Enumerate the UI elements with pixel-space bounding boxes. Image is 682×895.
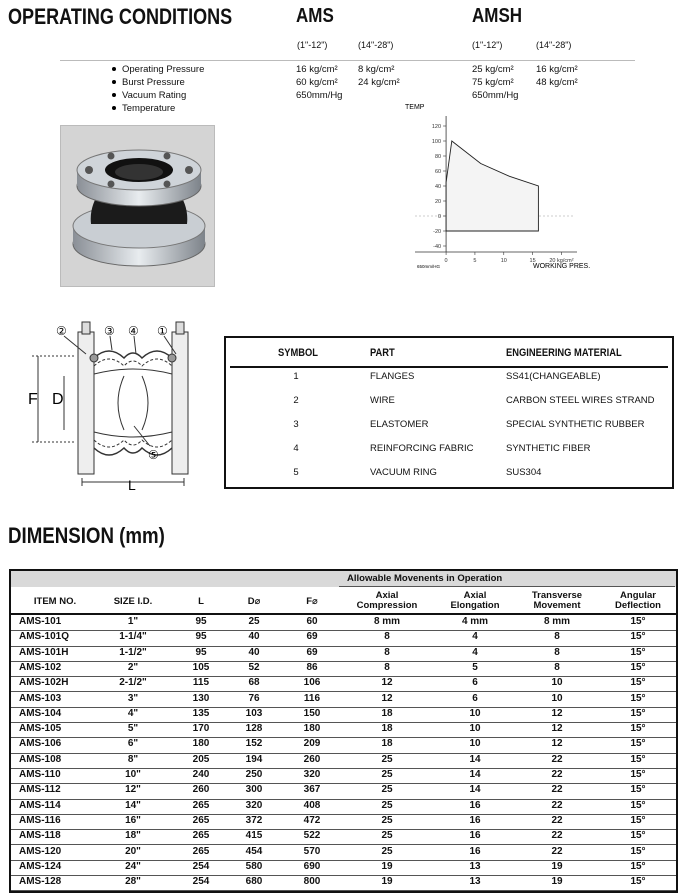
cond-label-burst: Burst Pressure: [112, 77, 185, 88]
cell-size: 5": [127, 723, 139, 735]
cell-size: 12": [125, 784, 141, 796]
cell-axial-compression: 18: [381, 723, 393, 735]
parts-cell-part: ELASTOMER: [370, 419, 429, 430]
parts-cell-symbol: 3: [293, 419, 299, 430]
cell-transverse: 8: [554, 631, 560, 643]
cell-size: 1-1/2": [119, 646, 147, 658]
callout-2: ②: [56, 324, 67, 338]
cell-d: 25: [248, 616, 260, 627]
header-angular: Angular Deflection: [615, 590, 661, 611]
cell-size: 6": [127, 738, 139, 750]
chart-x-tick-label: 10: [500, 258, 507, 264]
chart-x-tick-label: 20 kg/cm²: [549, 258, 574, 264]
cond-label-operating: Operating Pressure: [112, 64, 204, 75]
cell-axial-elongation: 14: [469, 753, 481, 765]
chart-y-tick-label: 0: [438, 214, 442, 220]
cell-axial-compression: 19: [381, 876, 393, 888]
cell-item: AMS-128: [19, 876, 62, 888]
table-row: [11, 753, 676, 769]
cell-l: 260: [192, 784, 210, 796]
cell-d: 194: [245, 753, 263, 765]
cell-f: 472: [303, 814, 321, 826]
cell-axial-compression: 18: [381, 707, 393, 719]
cell-transverse: 22: [551, 830, 563, 842]
cell-angular: 15°: [630, 830, 646, 842]
cell-f: 800: [303, 876, 321, 888]
cell-item: AMS-120: [19, 845, 62, 857]
parts-header-symbol: SYMBOL: [278, 347, 319, 359]
table-row: [11, 692, 676, 708]
cell-item: AMS-116: [19, 814, 61, 826]
cell-item: AMS-101H: [19, 646, 69, 658]
table-row: [11, 707, 676, 723]
cell-d: 40: [248, 631, 260, 643]
cell-axial-elongation: 4 mm: [461, 616, 489, 627]
cell-l: 170: [192, 723, 210, 735]
cell-d: 52: [248, 661, 260, 673]
chart-y-tick-label: 20: [434, 199, 442, 205]
parts-cell-symbol: 1: [293, 371, 299, 382]
ams-size-large: (14"-28"): [358, 40, 394, 50]
cell-d: 372: [245, 814, 263, 826]
table-row: [11, 768, 676, 784]
cell-f: 260: [303, 753, 321, 765]
cell-f: 367: [303, 784, 321, 796]
cell-item: AMS-108: [19, 753, 62, 765]
cond-label-vacuum: Vacuum Rating: [112, 90, 186, 101]
chart-xlabel: WORKING PRES.: [533, 263, 591, 270]
cell-transverse: 10: [551, 677, 563, 689]
cell-axial-compression: 8: [384, 646, 390, 658]
cell-axial-compression: 12: [381, 692, 393, 704]
cell-l: 240: [192, 769, 210, 780]
cell-l: 95: [195, 631, 207, 643]
cell-axial-compression: 8: [384, 631, 390, 643]
cross-section-diagram: [24, 318, 210, 490]
cell-d: 76: [248, 692, 260, 704]
chart-y-tick-label: 40: [434, 184, 442, 190]
chart-y-tick-label: 100: [431, 139, 442, 145]
cell-axial-elongation: 13: [469, 860, 481, 872]
cell-axial-elongation: 14: [469, 784, 481, 796]
cell-transverse: 12: [551, 707, 563, 719]
chart-y-tick-label: 80: [434, 154, 442, 160]
parts-header-rule: [230, 366, 668, 368]
cell-size: 4": [127, 707, 139, 719]
cell-axial-compression: 25: [381, 830, 393, 842]
cell-axial-elongation: 16: [469, 845, 481, 857]
cell-size: 16": [125, 814, 141, 826]
cell-transverse: 22: [551, 769, 563, 780]
cell-axial-elongation: 14: [469, 769, 481, 780]
cell-d: 454: [245, 845, 263, 857]
cell-f: 690: [303, 860, 321, 872]
dimension-table: [9, 569, 678, 893]
table-row: [11, 630, 676, 646]
cell-axial-elongation: 5: [472, 661, 478, 673]
cell-d: 415: [245, 830, 263, 842]
parts-cell-material: SS41(CHANGEABLE): [506, 371, 601, 382]
callout-5: ⑤: [148, 448, 159, 462]
table-row: [11, 814, 676, 830]
cell-size: 20": [125, 845, 141, 857]
header-axial-elongation: Axial Elongation: [450, 590, 500, 611]
cell-f: 320: [303, 769, 321, 780]
left-flange-shape: [78, 332, 94, 474]
cell-transverse: 12: [551, 723, 563, 735]
cell-l: 95: [195, 646, 207, 658]
chart-x-tick-label: 15: [529, 258, 536, 264]
cell-item: AMS-112: [19, 784, 61, 796]
cell-angular: 15°: [630, 845, 646, 857]
parts-cell-symbol: 2: [293, 395, 299, 406]
table-row: [11, 722, 676, 738]
cell-angular: 15°: [630, 738, 646, 750]
ams-vacuum: 650mm/Hg: [296, 90, 343, 101]
ams-size-small: (1"-12"): [297, 40, 328, 50]
header-d: D⌀: [247, 596, 261, 607]
cell-l: 265: [192, 799, 210, 811]
cell-d: 580: [245, 860, 263, 872]
model-amsh-title: AMSH: [472, 5, 523, 27]
callout-4: ④: [128, 324, 139, 338]
cell-d: 680: [245, 876, 263, 888]
chart-x-tick-label: 5: [473, 258, 477, 264]
cell-transverse: 8: [554, 661, 560, 673]
parts-header-material: ENGINEERING MATERIAL: [506, 347, 622, 359]
header-transverse: Transverse Movement: [531, 590, 583, 611]
parts-cell-part: WIRE: [370, 395, 395, 406]
amsh-op-large: 16 kg/cm²: [536, 64, 578, 75]
model-ams-title: AMS: [296, 5, 334, 27]
cell-l: 130: [192, 692, 210, 704]
cell-d: 128: [245, 723, 263, 735]
cell-axial-elongation: 4: [472, 631, 478, 643]
parts-table: [224, 336, 674, 489]
cell-transverse: 8: [554, 646, 560, 658]
cell-f: 69: [306, 646, 318, 658]
cell-axial-elongation: 16: [469, 814, 481, 826]
cell-size: 14": [125, 799, 141, 811]
parts-cell-symbol: 5: [293, 467, 299, 478]
table-row: [11, 875, 676, 891]
cell-f: 69: [306, 631, 318, 643]
cell-size: 10": [125, 769, 141, 780]
cell-item: AMS-104: [19, 707, 62, 719]
cell-l: 265: [192, 814, 210, 826]
cell-item: AMS-102: [19, 661, 62, 673]
chart-y-tick-label: -40: [433, 244, 442, 250]
cell-d: 300: [245, 784, 263, 796]
cell-angular: 15°: [630, 646, 646, 658]
cell-f: 86: [306, 661, 318, 673]
rubber-joint-photo-icon: [61, 126, 214, 286]
cond-label-temperature: Temperature: [112, 103, 175, 114]
callout-3: ③: [104, 324, 115, 338]
table-row: [11, 799, 676, 815]
cell-angular: 15°: [630, 677, 646, 689]
cell-transverse: 22: [551, 753, 563, 765]
cell-f: 106: [303, 677, 321, 689]
cell-l: 265: [192, 845, 210, 857]
cell-l: 180: [192, 738, 210, 750]
table-row: [11, 845, 676, 861]
group-header-rule: [339, 586, 675, 587]
cell-item: AMS-110: [19, 769, 61, 780]
cell-size: 28": [125, 876, 141, 888]
cell-axial-elongation: 10: [469, 707, 481, 719]
parts-cell-material: SYNTHETIC FIBER: [506, 443, 591, 454]
cell-angular: 15°: [630, 799, 646, 811]
cell-f: 522: [303, 830, 321, 842]
group-header-band: [11, 571, 676, 587]
cell-item: AMS-105: [19, 723, 62, 735]
conditions-divider: [60, 60, 635, 61]
table-row: [11, 737, 676, 753]
cell-size: 2": [127, 661, 139, 673]
cell-item: AMS-101: [19, 616, 62, 627]
callout-1: ①: [157, 324, 168, 338]
chart-y-tick-label: -20: [433, 229, 442, 235]
cell-f: 116: [303, 692, 321, 704]
table-row: [11, 615, 676, 631]
operating-conditions-title: OPERATING CONDITIONS: [8, 4, 233, 29]
table-row: [11, 829, 676, 845]
cell-size: 18": [125, 830, 141, 842]
cell-d: 40: [248, 646, 260, 658]
cell-axial-elongation: 4: [472, 646, 478, 658]
parts-cell-material: CARBON STEEL WIRES STRAND: [506, 395, 655, 406]
table-row: [11, 783, 676, 799]
cell-l: 254: [192, 876, 210, 888]
cell-l: 205: [192, 753, 210, 765]
dim-label-l: L: [128, 477, 136, 490]
cell-f: 150: [303, 707, 321, 719]
chart-y-tick-label: 60: [434, 169, 442, 175]
cell-d: 68: [248, 677, 260, 689]
cell-axial-elongation: 6: [472, 677, 478, 689]
cell-l: 95: [195, 616, 207, 627]
cell-angular: 15°: [630, 814, 646, 826]
cell-f: 408: [303, 799, 321, 811]
cell-axial-compression: 25: [381, 845, 393, 857]
dim-label-d: D: [52, 391, 64, 408]
cell-axial-compression: 8: [384, 661, 390, 673]
ams-op-small: 16 kg/cm²: [296, 64, 338, 75]
parts-cell-part: VACUUM RING: [370, 467, 437, 478]
cell-l: 135: [192, 707, 210, 719]
cell-transverse: 19: [551, 860, 563, 872]
cell-axial-elongation: 10: [469, 723, 481, 735]
amsh-burst-large: 48 kg/cm²: [536, 77, 578, 88]
cell-size: 1": [127, 616, 139, 627]
cell-axial-elongation: 13: [469, 876, 481, 888]
cell-axial-compression: 19: [381, 860, 393, 872]
table-row: [11, 646, 676, 662]
chart-x-tick-label: 0: [444, 258, 448, 264]
chart-ylabel: TEMP: [405, 104, 425, 111]
cell-item: AMS-102H: [19, 677, 69, 689]
cell-axial-compression: 25: [381, 814, 393, 826]
amsh-burst-small: 75 kg/cm²: [472, 77, 514, 88]
cell-axial-compression: 25: [381, 753, 393, 765]
cell-item: AMS-106: [19, 738, 62, 750]
product-photo: [60, 125, 215, 287]
group-header: Allowable Movenents in Operation: [347, 573, 503, 584]
cell-axial-elongation: 16: [469, 799, 481, 811]
cell-angular: 15°: [630, 723, 646, 735]
parts-cell-part: FLANGES: [370, 371, 415, 382]
header-item-no: ITEM NO.: [33, 596, 77, 607]
header-size: SIZE I.D.: [113, 596, 153, 607]
cell-item: AMS-103: [19, 692, 62, 704]
cell-transverse: 8 mm: [543, 616, 571, 627]
cell-axial-compression: 12: [381, 677, 393, 689]
cell-axial-compression: 25: [381, 784, 393, 796]
cell-angular: 15°: [630, 876, 646, 888]
cell-l: 105: [192, 661, 210, 673]
cell-transverse: 22: [551, 799, 563, 811]
chart-operating-area: [446, 141, 538, 231]
cell-transverse: 19: [551, 876, 563, 888]
cell-item: AMS-118: [19, 830, 61, 842]
cell-l: 115: [192, 677, 210, 689]
cell-angular: 15°: [630, 860, 646, 872]
cell-item: AMS-114: [19, 799, 61, 811]
cell-transverse: 22: [551, 845, 563, 857]
cell-l: 254: [192, 860, 210, 872]
cell-d: 152: [245, 738, 263, 750]
cell-d: 320: [245, 799, 263, 811]
header-l: L: [198, 596, 204, 607]
cell-axial-compression: 8 mm: [373, 616, 401, 627]
cell-l: 265: [192, 830, 210, 842]
cell-axial-elongation: 6: [472, 692, 478, 704]
cell-size: 8": [127, 753, 139, 765]
cell-f: 209: [303, 738, 321, 750]
cell-angular: 15°: [630, 616, 646, 627]
parts-cell-material: SPECIAL SYNTHETIC RUBBER: [506, 419, 645, 430]
chart-vacuum-label: 650mm/HG: [417, 264, 441, 269]
parts-cell-part: REINFORCING FABRIC: [370, 443, 474, 454]
cell-axial-compression: 25: [381, 799, 393, 811]
cell-angular: 15°: [630, 631, 646, 643]
cell-item: AMS-124: [19, 860, 62, 872]
table-row: [11, 661, 676, 677]
cell-angular: 15°: [630, 769, 646, 780]
cell-angular: 15°: [630, 707, 646, 719]
cell-axial-compression: 25: [381, 769, 393, 780]
cell-transverse: 10: [551, 692, 563, 704]
dim-label-f: F: [28, 391, 38, 408]
header-f: F⌀: [306, 596, 318, 607]
ams-burst-large: 24 kg/cm²: [358, 77, 400, 88]
cell-size: 24": [125, 860, 141, 872]
ams-burst-small: 60 kg/cm²: [296, 77, 338, 88]
cell-f: 180: [303, 723, 321, 735]
amsh-size-large: (14"-28"): [536, 40, 572, 50]
cell-size: 2-1/2": [119, 677, 147, 689]
cell-f: 60: [306, 616, 318, 627]
cell-d: 103: [245, 707, 263, 719]
cell-angular: 15°: [630, 784, 646, 796]
cell-angular: 15°: [630, 661, 646, 673]
chart-y-tick-label: 120: [431, 124, 442, 130]
temp-pressure-chart: [393, 100, 603, 275]
parts-cell-material: SUS304: [506, 467, 542, 478]
table-row: [11, 676, 676, 692]
cell-angular: 15°: [630, 692, 646, 704]
table-row: [11, 860, 676, 876]
cell-f: 570: [303, 845, 321, 857]
cell-axial-elongation: 16: [469, 830, 481, 842]
parts-header-part: PART: [370, 347, 395, 359]
amsh-size-small: (1"-12"): [472, 40, 503, 50]
cell-axial-elongation: 10: [469, 738, 481, 750]
cell-item: AMS-101Q: [19, 631, 70, 643]
amsh-vacuum: 650mm/Hg: [472, 90, 519, 101]
cell-size: 3": [127, 692, 139, 704]
cell-size: 1-1/4": [119, 631, 147, 643]
header-axial-compression: Axial Compression: [356, 590, 418, 611]
cell-axial-compression: 18: [381, 738, 393, 750]
dimension-title: DIMENSION (mm): [8, 523, 165, 548]
parts-cell-symbol: 4: [293, 443, 299, 454]
amsh-op-small: 25 kg/cm²: [472, 64, 514, 75]
cell-angular: 15°: [630, 753, 646, 765]
chart-plot-area: [415, 116, 577, 264]
cell-d: 250: [245, 769, 263, 780]
cell-transverse: 12: [551, 738, 563, 750]
cell-transverse: 22: [551, 814, 563, 826]
ams-op-large: 8 kg/cm²: [358, 64, 395, 75]
right-flange-shape: [172, 332, 188, 474]
cell-transverse: 22: [551, 784, 563, 796]
